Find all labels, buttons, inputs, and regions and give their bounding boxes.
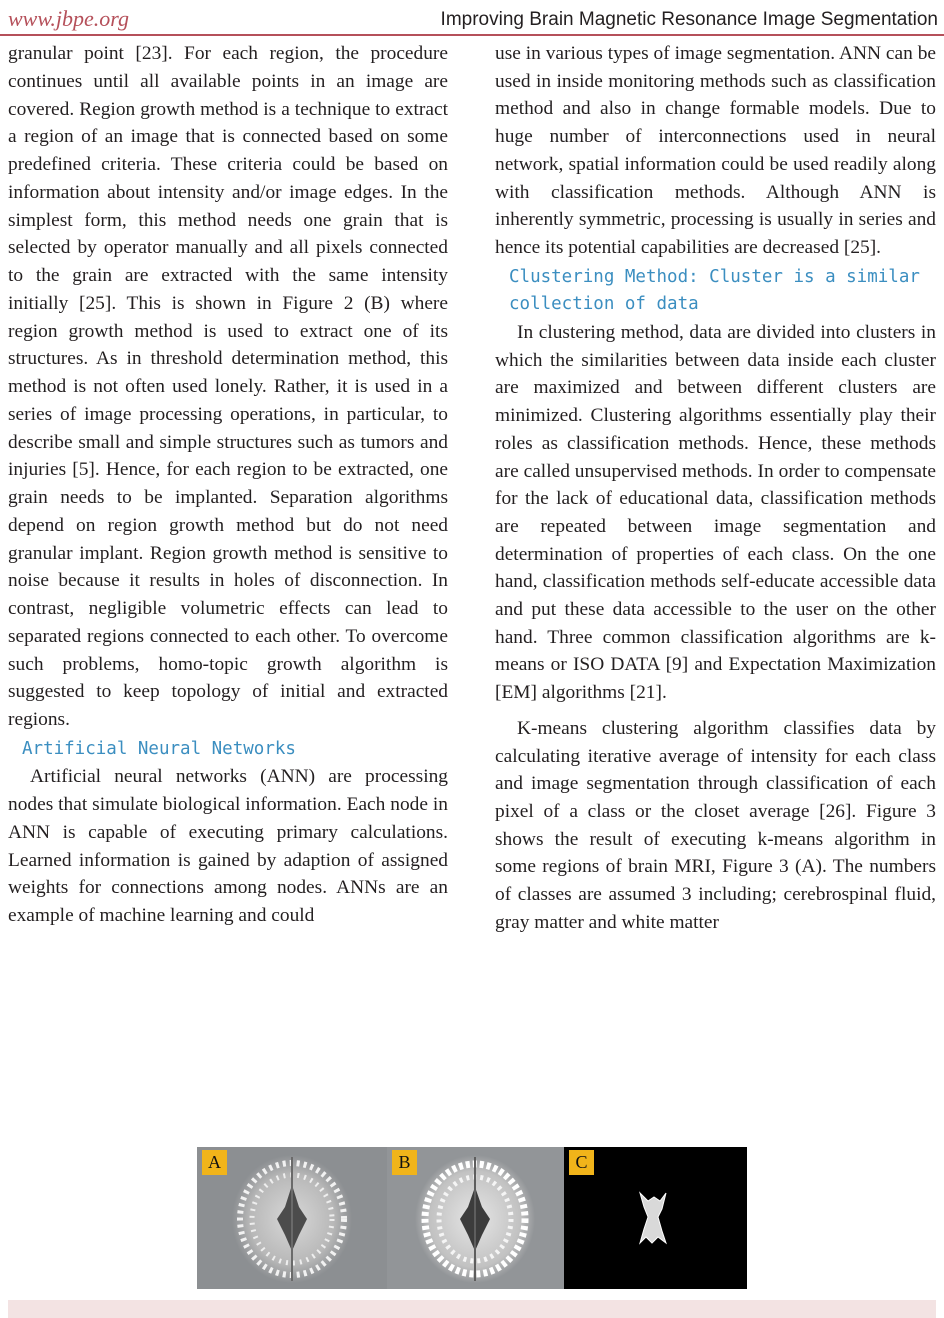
paragraph: K-means clustering algorithm classifies data by calculating iterative average of intensity for each class and image segmentation through classification of each pixel of a class or the closet average [26]. Figure 3 shows the result of executing k-means algorithm in some regions of brain MRI, Figure 3 (A). The numbers of classes are assumed 3 including; cerebrospinal fluid, gray matter and white matter	[495, 717, 936, 933]
section-heading: Artificial Neural Networks	[22, 738, 296, 759]
section-heading: Clustering Method: Cluster is a similar collection of data	[509, 266, 920, 315]
right-column	[495, 40, 936, 937]
panel-label: C	[569, 1150, 594, 1175]
paragraph: Artificial neural networks (ANN) are processing nodes that simulate biological information. Each node in ANN is capable of executing primary calculations. Learned information is gained by adaption of assigned weights for connections among nodes. ANNs are an example of machine learning and could	[8, 766, 448, 926]
panel-label: A	[202, 1150, 227, 1175]
paragraph: use in various types of image segmentation. ANN can be used in inside monitoring methods such as classification method and also in change formable models. Due to huge number of interconnections used in neural network, spatial information could be used readily along with classification methods. Although ANN is inherently symmetric, processing is usually in series and hence its potential capabilities are decreased [25].	[495, 43, 936, 258]
header-rule	[0, 34, 944, 36]
figure-3	[197, 1147, 747, 1289]
paragraph: In clustering method, data are divided into clusters in which the similarities between data inside each cluster are maximized and between different clusters are minimized. Clustering algorithms essentially play their roles as classification methods. Hence, these methods are called unsupervised methods. In order to compensate for the lack of educational data, classification methods are repeated between image segmentation and determination of properties of each class. On the one hand, classification methods self-educate accessible data and put these data accessible to the user on the other hand. Three common classification algorithms are k-means or ISO DATA [9] and Expectation Maximization [EM] algorithms [21].	[495, 322, 936, 704]
figure-panel-a	[197, 1147, 387, 1289]
figure-panel-c	[564, 1147, 747, 1289]
journal-site: www.jbpe.org	[8, 6, 130, 31]
footer-band	[8, 1300, 936, 1318]
running-title: Improving Brain Magnetic Resonance Image Segmentation	[440, 9, 938, 30]
left-column	[8, 40, 448, 930]
paragraph: granular point [23]. For each region, the procedure continues until all available points in an image are covered. Region growth method is a technique to extract a region of an image that is connected based on some predefined criteria. These criteria could be based on information about intensity and/or image edges. In the simplest form, this method needs one grain that is selected by operator manually and all pixels connected to the grain are extracted with the same intensity initially [25]. This is shown in Figure 2 (B) where region growth method is used to extract one of its structures. As in threshold determination method, this method is not often used lonely. Rather, it is used in a series of image processing operations, in particular, to describe small and simple structures such as tumors and injuries [5]. Hence, for each region to be extracted, one grain needs to be implanted. Separation algorithms depend on region growth method but do not need granular implant. Region growth method is sensitive to noise because it results in holes of disconnection. In contrast, negligible volumetric effects can lead to separated regions connected to each other. To overcome such problems, homo-topic growth algorithm is suggested to keep topology of initial and extracted regions.	[8, 43, 448, 730]
figure-panel-b	[387, 1147, 564, 1289]
panel-label: B	[392, 1150, 417, 1175]
